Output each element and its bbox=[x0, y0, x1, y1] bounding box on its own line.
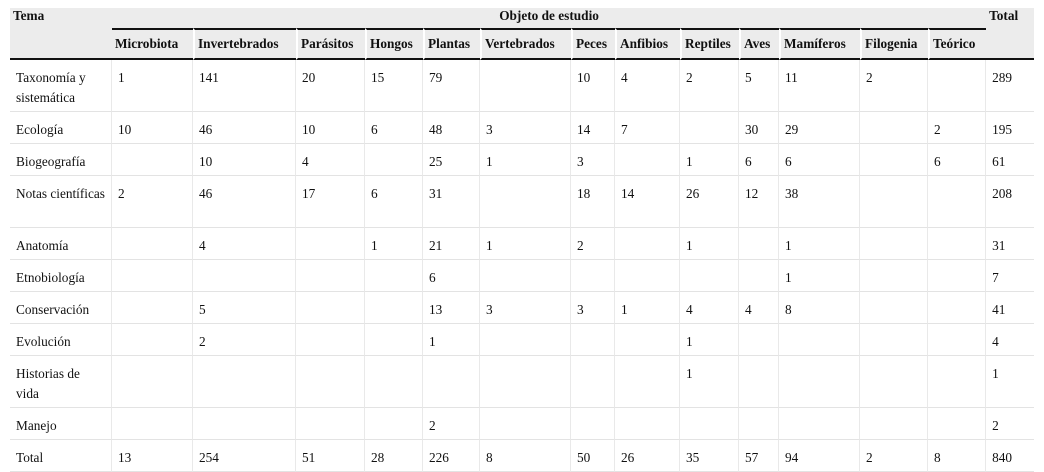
table-cell: 31 bbox=[423, 176, 480, 228]
table-cell: 2 bbox=[860, 440, 928, 472]
table-cell bbox=[365, 324, 423, 356]
header-col-plantas: Plantas bbox=[423, 28, 480, 60]
table-cell: 30 bbox=[739, 112, 779, 144]
table-cell: 1 bbox=[480, 228, 571, 260]
table-cell: 1 bbox=[615, 292, 680, 324]
table-row bbox=[10, 112, 1034, 144]
table-cell: 20 bbox=[296, 60, 365, 112]
header-col-anfibios: Anfibios bbox=[615, 28, 680, 60]
row-total: 289 bbox=[986, 60, 1034, 112]
table-cell bbox=[112, 228, 193, 260]
table-cell bbox=[779, 324, 860, 356]
table-cell: 1 bbox=[480, 144, 571, 176]
table-cell: 10 bbox=[296, 112, 365, 144]
header-col-filogenia: Filogenia bbox=[860, 28, 928, 60]
table-cell: 3 bbox=[480, 112, 571, 144]
table-cell bbox=[615, 408, 680, 440]
row-tema: Total bbox=[10, 440, 112, 472]
table-cell bbox=[739, 260, 779, 292]
row-tema: Manejo bbox=[10, 408, 112, 440]
table-cell bbox=[928, 176, 986, 228]
row-total: 840 bbox=[986, 440, 1034, 472]
table-cell bbox=[615, 144, 680, 176]
table-cell: 3 bbox=[480, 292, 571, 324]
table-cell: 6 bbox=[365, 176, 423, 228]
table-cell: 46 bbox=[193, 112, 296, 144]
table-cell bbox=[296, 292, 365, 324]
table-row bbox=[10, 356, 1034, 408]
table-cell bbox=[680, 260, 739, 292]
table-row bbox=[10, 60, 1034, 112]
table-cell bbox=[193, 408, 296, 440]
table-cell bbox=[296, 324, 365, 356]
table-cell: 4 bbox=[680, 292, 739, 324]
row-tema: Conservación bbox=[10, 292, 112, 324]
table-row bbox=[10, 440, 1034, 472]
row-total: 208 bbox=[986, 176, 1034, 228]
header-col-vertebrados: Vertebrados bbox=[480, 28, 571, 60]
row-tema: Historias de vida bbox=[10, 356, 112, 408]
table-cell: 18 bbox=[571, 176, 615, 228]
table-cell bbox=[365, 356, 423, 408]
table-cell: 2 bbox=[860, 60, 928, 112]
row-total: 195 bbox=[986, 112, 1034, 144]
table-cell: 25 bbox=[423, 144, 480, 176]
table-cell: 6 bbox=[423, 260, 480, 292]
table-cell: 226 bbox=[423, 440, 480, 472]
table-cell bbox=[928, 356, 986, 408]
table-cell bbox=[779, 356, 860, 408]
table-cell: 2 bbox=[112, 176, 193, 228]
header-col-peces: Peces bbox=[571, 28, 615, 60]
table-cell: 1 bbox=[779, 228, 860, 260]
table-cell bbox=[112, 324, 193, 356]
table-row bbox=[10, 260, 1034, 292]
table-cell bbox=[739, 324, 779, 356]
table-cell bbox=[739, 408, 779, 440]
header-col-invertebrados: Invertebrados bbox=[193, 28, 296, 60]
table-cell bbox=[480, 176, 571, 228]
table-cell: 35 bbox=[680, 440, 739, 472]
header-col-mamiferos: Mamíferos bbox=[779, 28, 860, 60]
table-cell bbox=[680, 408, 739, 440]
table-cell: 28 bbox=[365, 440, 423, 472]
table-cell bbox=[112, 292, 193, 324]
table-cell: 2 bbox=[571, 228, 615, 260]
table-cell: 48 bbox=[423, 112, 480, 144]
header-col-parasitos: Parásitos bbox=[296, 28, 365, 60]
table-cell bbox=[860, 112, 928, 144]
table-cell: 1 bbox=[423, 324, 480, 356]
table-cell bbox=[860, 408, 928, 440]
table-cell: 1 bbox=[680, 144, 739, 176]
row-total: 61 bbox=[986, 144, 1034, 176]
table-cell bbox=[296, 408, 365, 440]
table-cell bbox=[365, 408, 423, 440]
row-tema: Notas científicas bbox=[10, 176, 112, 228]
table-cell: 57 bbox=[739, 440, 779, 472]
table-cell bbox=[112, 260, 193, 292]
table-cell: 5 bbox=[739, 60, 779, 112]
table-cell: 14 bbox=[615, 176, 680, 228]
table-cell: 3 bbox=[571, 144, 615, 176]
table-cell bbox=[860, 144, 928, 176]
table-cell bbox=[365, 260, 423, 292]
table-cell bbox=[928, 324, 986, 356]
table-cell: 13 bbox=[112, 440, 193, 472]
table-cell: 8 bbox=[779, 292, 860, 324]
table-cell bbox=[112, 356, 193, 408]
table-cell: 4 bbox=[296, 144, 365, 176]
table-row bbox=[10, 144, 1034, 176]
table-cell bbox=[423, 356, 480, 408]
header-col-teorico: Teórico bbox=[928, 28, 986, 60]
table-cell: 11 bbox=[779, 60, 860, 112]
data-table-container bbox=[10, 8, 1034, 472]
table-cell bbox=[296, 228, 365, 260]
header-col-hongos: Hongos bbox=[365, 28, 423, 60]
header-total: Total bbox=[986, 8, 1034, 60]
table-cell bbox=[296, 260, 365, 292]
table-cell bbox=[571, 408, 615, 440]
header-objeto-de-estudio: Objeto de estudio bbox=[112, 8, 986, 28]
row-tema: Anatomía bbox=[10, 228, 112, 260]
table-cell bbox=[615, 260, 680, 292]
table-cell: 10 bbox=[112, 112, 193, 144]
table-cell bbox=[928, 60, 986, 112]
table-cell bbox=[571, 356, 615, 408]
table-cell: 6 bbox=[779, 144, 860, 176]
table-cell bbox=[860, 228, 928, 260]
table-cell: 15 bbox=[365, 60, 423, 112]
row-total: 4 bbox=[986, 324, 1034, 356]
table-cell: 94 bbox=[779, 440, 860, 472]
table-cell: 8 bbox=[928, 440, 986, 472]
table-cell bbox=[615, 228, 680, 260]
table-cell: 21 bbox=[423, 228, 480, 260]
table-cell: 13 bbox=[423, 292, 480, 324]
table-row bbox=[10, 176, 1034, 228]
table-cell: 14 bbox=[571, 112, 615, 144]
table-cell: 254 bbox=[193, 440, 296, 472]
table-cell: 46 bbox=[193, 176, 296, 228]
row-tema: Biogeografía bbox=[10, 144, 112, 176]
header-col-aves: Aves bbox=[739, 28, 779, 60]
table-cell: 26 bbox=[615, 440, 680, 472]
table-cell bbox=[571, 260, 615, 292]
table-cell bbox=[860, 356, 928, 408]
table-cell: 50 bbox=[571, 440, 615, 472]
table-cell bbox=[615, 356, 680, 408]
header-col-microbiota: Microbiota bbox=[112, 28, 193, 60]
row-total: 7 bbox=[986, 260, 1034, 292]
table-cell bbox=[480, 356, 571, 408]
table-cell: 2 bbox=[423, 408, 480, 440]
table-cell bbox=[928, 260, 986, 292]
table-cell bbox=[615, 324, 680, 356]
table-cell: 2 bbox=[928, 112, 986, 144]
table-cell bbox=[860, 176, 928, 228]
table-row bbox=[10, 228, 1034, 260]
table-cell: 141 bbox=[193, 60, 296, 112]
table-cell: 5 bbox=[193, 292, 296, 324]
table-cell: 38 bbox=[779, 176, 860, 228]
table-cell bbox=[928, 408, 986, 440]
table-cell bbox=[480, 60, 571, 112]
table-cell bbox=[680, 112, 739, 144]
table-cell: 17 bbox=[296, 176, 365, 228]
row-tema: Taxonomía y sistemática bbox=[10, 60, 112, 112]
table-cell: 4 bbox=[739, 292, 779, 324]
table-cell: 1 bbox=[680, 356, 739, 408]
table-cell bbox=[779, 408, 860, 440]
row-total: 41 bbox=[986, 292, 1034, 324]
table-cell bbox=[296, 356, 365, 408]
row-total: 31 bbox=[986, 228, 1034, 260]
table-cell: 10 bbox=[571, 60, 615, 112]
table-cell bbox=[112, 408, 193, 440]
table-cell: 6 bbox=[928, 144, 986, 176]
table-cell bbox=[112, 144, 193, 176]
header-tema: Tema bbox=[10, 8, 112, 60]
table-cell: 6 bbox=[365, 112, 423, 144]
table-cell bbox=[739, 228, 779, 260]
row-tema: Evolución bbox=[10, 324, 112, 356]
table-cell: 79 bbox=[423, 60, 480, 112]
table-cell bbox=[928, 228, 986, 260]
table-row bbox=[10, 324, 1034, 356]
table-cell bbox=[860, 324, 928, 356]
table-cell: 1 bbox=[680, 324, 739, 356]
row-total: 2 bbox=[986, 408, 1034, 440]
table-cell bbox=[193, 260, 296, 292]
table-cell: 8 bbox=[480, 440, 571, 472]
table-cell: 1 bbox=[680, 228, 739, 260]
table-cell: 7 bbox=[615, 112, 680, 144]
table-cell: 3 bbox=[571, 292, 615, 324]
table-cell: 51 bbox=[296, 440, 365, 472]
table-cell: 12 bbox=[739, 176, 779, 228]
table-cell bbox=[739, 356, 779, 408]
table-row bbox=[10, 408, 1034, 440]
row-tema: Etnobiología bbox=[10, 260, 112, 292]
table-cell: 4 bbox=[615, 60, 680, 112]
topic-by-study-object-table bbox=[10, 8, 1034, 472]
table-cell bbox=[571, 324, 615, 356]
table-cell: 26 bbox=[680, 176, 739, 228]
table-cell bbox=[365, 144, 423, 176]
table-cell: 6 bbox=[739, 144, 779, 176]
table-cell bbox=[480, 260, 571, 292]
table-cell bbox=[480, 408, 571, 440]
table-cell bbox=[480, 324, 571, 356]
table-cell: 29 bbox=[779, 112, 860, 144]
table-cell bbox=[193, 356, 296, 408]
table-cell: 2 bbox=[680, 60, 739, 112]
table-cell bbox=[860, 292, 928, 324]
row-tema: Ecología bbox=[10, 112, 112, 144]
table-cell: 1 bbox=[365, 228, 423, 260]
table-row bbox=[10, 292, 1034, 324]
table-cell bbox=[365, 292, 423, 324]
table-cell bbox=[860, 260, 928, 292]
table-cell: 1 bbox=[112, 60, 193, 112]
table-cell: 1 bbox=[779, 260, 860, 292]
table-cell: 4 bbox=[193, 228, 296, 260]
header-col-reptiles: Reptiles bbox=[680, 28, 739, 60]
table-cell: 10 bbox=[193, 144, 296, 176]
table-cell: 2 bbox=[193, 324, 296, 356]
row-total: 1 bbox=[986, 356, 1034, 408]
table-cell bbox=[928, 292, 986, 324]
